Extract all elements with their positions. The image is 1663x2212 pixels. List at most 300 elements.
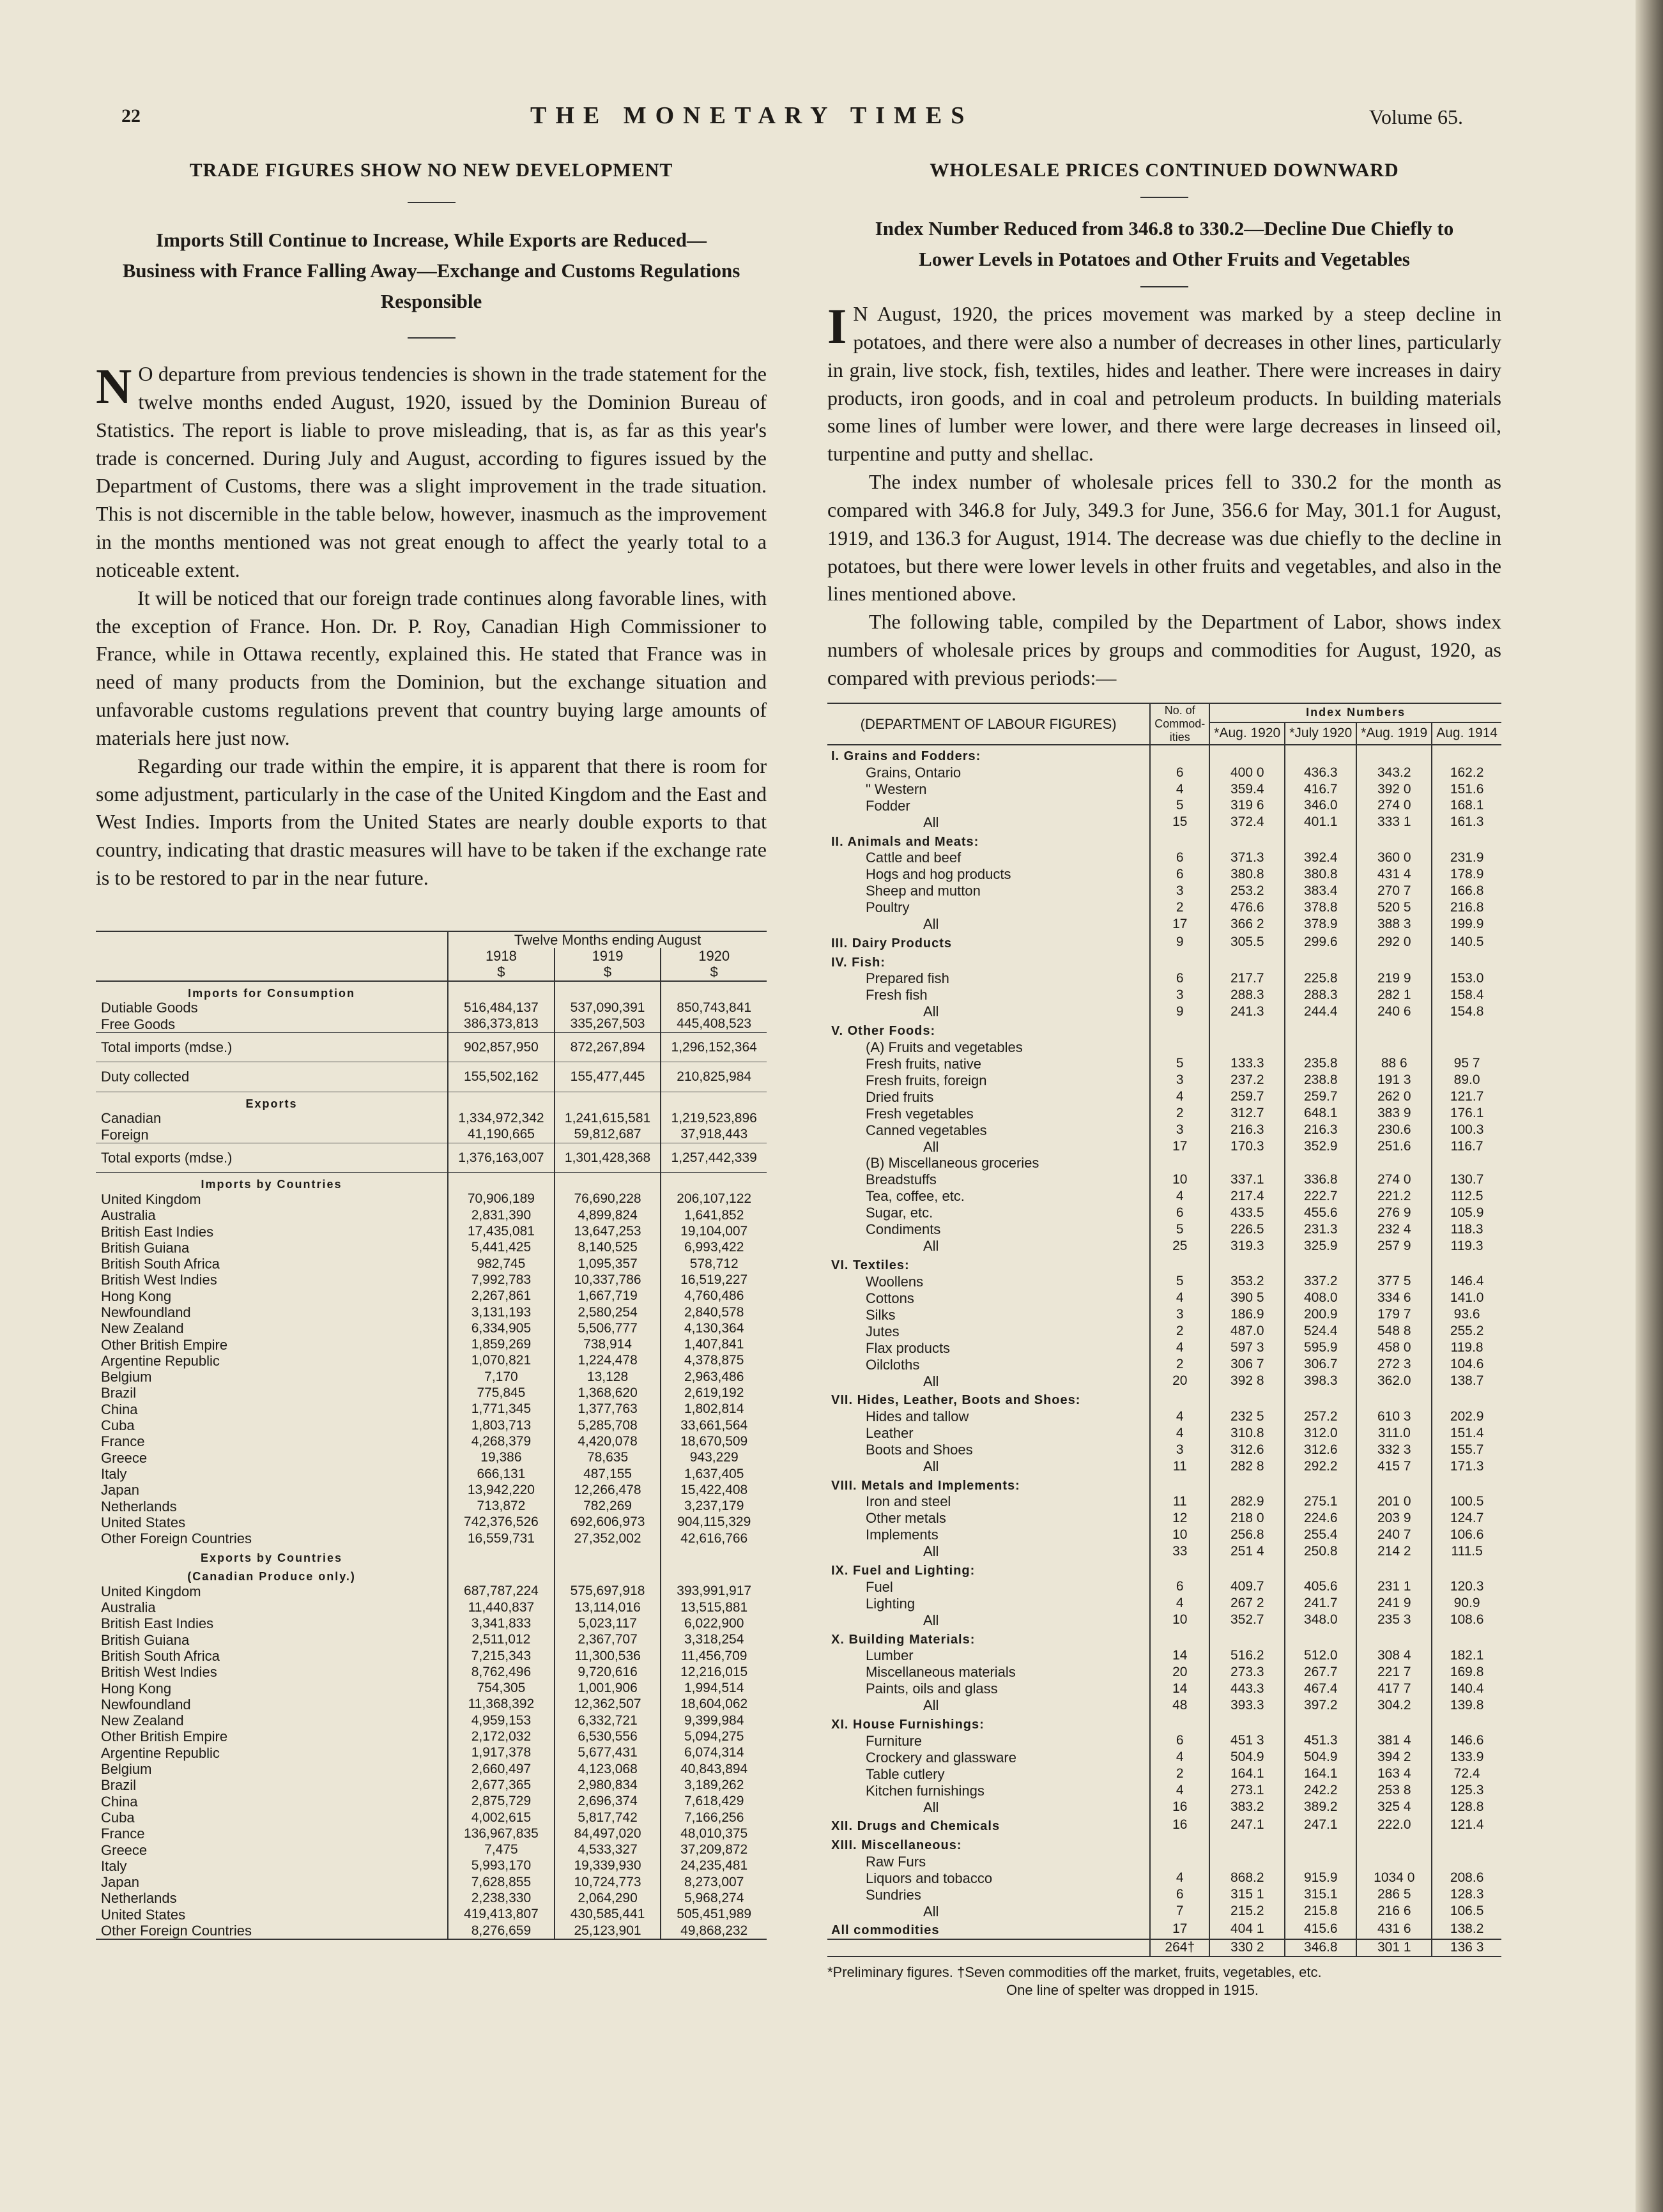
index-value (1209, 952, 1285, 971)
row-value: 7,170 (448, 1369, 555, 1385)
row-label (827, 1939, 1150, 1956)
index-value: 415.6 (1285, 1919, 1356, 1939)
index-value: 72.4 (1432, 1766, 1501, 1783)
commodity-count: 9 (1150, 1003, 1209, 1020)
index-value: 140.5 (1432, 933, 1501, 952)
year-header: 1918 (448, 948, 555, 964)
table-row (827, 1854, 1501, 1870)
drop-cap: I (827, 298, 847, 355)
index-value: 130.7 (1432, 1171, 1501, 1188)
table-row (827, 1579, 1501, 1596)
row-value: 1,771,345 (448, 1401, 555, 1417)
index-value: 171.3 (1432, 1458, 1501, 1475)
commodity-count: 4 (1150, 1425, 1209, 1442)
row-label: Japan (101, 1874, 139, 1891)
index-value: 169.8 (1432, 1664, 1501, 1681)
row-value: 1,070,821 (448, 1353, 555, 1369)
commodity-count: 4 (1150, 1750, 1209, 1766)
commodity-count: 2 (1150, 1766, 1209, 1783)
index-value: 520 5 (1356, 899, 1432, 916)
group-row (827, 1255, 1501, 1274)
row-value: 25,123,901 (555, 1923, 661, 1939)
index-value: 377 5 (1356, 1274, 1432, 1290)
paragraph: It will be noticed that our foreign trade continues along favorable lines, with the exception of France. Hon. Dr. P. Roy, Canadian High Commissioner to France, while in Ottawa recently, explained this. He stated that France was in need of many products from the Dominion, but the exchange situation and unfavorable customs regulations prevent that country buying large amounts of materials here just now. (96, 586, 767, 749)
row-label: United Kingdom (101, 1191, 201, 1207)
index-value: 292.2 (1285, 1458, 1356, 1475)
table-row (96, 1450, 767, 1466)
commodity-count: 17 (1150, 916, 1209, 933)
index-value (1285, 1039, 1356, 1056)
index-value: 299.6 (1285, 933, 1356, 952)
index-value: 334 6 (1356, 1290, 1432, 1307)
table-row (827, 1357, 1501, 1373)
index-value: 346.8 (1285, 1939, 1356, 1956)
row-label: Sugar, etc. (866, 1205, 933, 1221)
index-value (1209, 1039, 1285, 1056)
row-value: 575,697,918 (555, 1583, 661, 1599)
row-value: 19,339,930 (555, 1858, 661, 1874)
table-row (827, 1238, 1501, 1255)
index-value: 231 1 (1356, 1579, 1432, 1596)
row-value: 742,376,526 (448, 1514, 555, 1530)
row-label: All (923, 1697, 939, 1714)
index-value: 232 5 (1209, 1408, 1285, 1425)
index-value: 257 9 (1356, 1238, 1432, 1255)
commodity-count: 11 (1150, 1458, 1209, 1475)
section-row (96, 1173, 767, 1191)
row-value: 8,762,496 (448, 1664, 555, 1680)
table-row (96, 1599, 767, 1615)
index-value: 259.7 (1209, 1089, 1285, 1106)
index-value: 111.5 (1432, 1543, 1501, 1560)
index-value: 108.6 (1432, 1612, 1501, 1629)
row-value: 2,367,707 (555, 1632, 661, 1648)
index-value: 215.2 (1209, 1903, 1285, 1920)
table-row (827, 781, 1501, 798)
index-value: 305.5 (1209, 933, 1285, 952)
index-value: 397.2 (1285, 1697, 1356, 1714)
row-value: 666,131 (448, 1466, 555, 1482)
table-row (96, 1632, 767, 1648)
row-value: 136,967,835 (448, 1826, 555, 1842)
row-value: 2,875,729 (448, 1794, 555, 1810)
row-value: 9,720,616 (555, 1664, 661, 1680)
section-label: (Canadian Produce only.) (187, 1570, 356, 1583)
commodity-count: 6 (1150, 1733, 1209, 1750)
index-value: 393.3 (1209, 1697, 1285, 1714)
index-value: 380.8 (1285, 866, 1356, 883)
row-label: Newfoundland (101, 1304, 191, 1320)
index-value: 362.0 (1356, 1373, 1432, 1390)
index-value: 273.3 (1209, 1664, 1285, 1681)
row-value: 1,001,906 (555, 1681, 661, 1697)
column-header: *July 1920 (1285, 722, 1356, 745)
index-value: 214 2 (1356, 1543, 1432, 1560)
row-label: Liquors and tobacco (866, 1870, 993, 1886)
row-value: 3,318,254 (661, 1632, 767, 1648)
row-value: 2,172,032 (448, 1728, 555, 1744)
table-row (827, 1458, 1501, 1475)
index-value: 306.7 (1285, 1357, 1356, 1373)
row-value: 19,104,007 (661, 1224, 767, 1240)
commodity-count: 6 (1150, 1579, 1209, 1596)
row-label: United Kingdom (101, 1583, 201, 1599)
row-value: 782,269 (555, 1499, 661, 1514)
currency-row (96, 964, 767, 980)
row-label: United States (101, 1514, 186, 1530)
commodity-count: 15 (1150, 814, 1209, 831)
row-label: Greece (101, 1842, 148, 1858)
index-value (1432, 1039, 1501, 1056)
index-value: 288.3 (1209, 987, 1285, 1003)
row-value: 155,477,445 (555, 1062, 661, 1092)
row-value: 419,413,807 (448, 1907, 555, 1923)
row-label: Cattle and beef (866, 850, 962, 866)
index-value: 154.8 (1432, 1003, 1501, 1020)
footnote (827, 1964, 1501, 2000)
index-value: 458 0 (1356, 1340, 1432, 1357)
group-row (827, 1714, 1501, 1733)
index-value: 394 2 (1356, 1750, 1432, 1766)
row-value: 3,189,262 (661, 1777, 767, 1793)
index-value: 325 4 (1356, 1799, 1432, 1816)
row-value: 2,677,365 (448, 1777, 555, 1793)
row-value: 4,268,379 (448, 1433, 555, 1449)
commodity-count (1150, 1475, 1209, 1494)
table-row (827, 1323, 1501, 1340)
index-value: 436.3 (1285, 765, 1356, 781)
index-value: 648.1 (1285, 1106, 1356, 1122)
index-value (1285, 1629, 1356, 1648)
row-label: British West Indies (101, 1664, 217, 1681)
row-label: China (101, 1401, 138, 1417)
row-label: British Guiana (101, 1239, 190, 1256)
currency: $ (661, 964, 767, 980)
row-label: Other Foreign Countries (96, 1923, 448, 1939)
row-label: Fuel (866, 1578, 893, 1595)
index-value (1432, 831, 1501, 850)
table-row (96, 1320, 767, 1336)
row-value: 6,332,721 (555, 1712, 661, 1728)
row-value: 13,128 (555, 1369, 661, 1385)
row-value: 210,825,984 (661, 1062, 767, 1092)
commodity-count: 20 (1150, 1664, 1209, 1681)
page-header (121, 102, 1463, 144)
group-row (827, 1919, 1501, 1939)
index-value (1432, 1714, 1501, 1733)
index-value: 310.8 (1209, 1425, 1285, 1442)
table-row (827, 1903, 1501, 1920)
commodity-count: 2 (1150, 1357, 1209, 1373)
index-value: 467.4 (1285, 1681, 1356, 1697)
index-value: 141.0 (1432, 1290, 1501, 1307)
commodity-count: 4 (1150, 1188, 1209, 1205)
table-row (96, 1304, 767, 1320)
index-value: 251 4 (1209, 1543, 1285, 1560)
row-label: Greece (101, 1449, 148, 1466)
index-value: 433.5 (1209, 1205, 1285, 1221)
index-value: 138.2 (1432, 1919, 1501, 1939)
row-value: 7,618,429 (661, 1794, 767, 1810)
divider (1140, 197, 1188, 198)
row-label: All (923, 1373, 939, 1389)
row-label: All (923, 1003, 939, 1020)
index-value: 352.9 (1285, 1139, 1356, 1156)
index-value: 308 4 (1356, 1647, 1432, 1664)
index-value: 451.3 (1285, 1733, 1356, 1750)
index-value: 282 1 (1356, 987, 1432, 1003)
row-value: 6,074,314 (661, 1745, 767, 1761)
commodity-count: 14 (1150, 1681, 1209, 1697)
row-value: 18,604,062 (661, 1697, 767, 1712)
table-row (96, 1000, 767, 1016)
row-value: 1,802,814 (661, 1401, 767, 1417)
year-header: 1919 (555, 948, 661, 964)
index-value: 398.3 (1285, 1373, 1356, 1390)
article-title: TRADE FIGURES SHOW NO NEW DEVELOPMENT (189, 160, 673, 181)
index-value: 138.7 (1432, 1373, 1501, 1390)
table-row (96, 1240, 767, 1256)
index-value: 226.5 (1209, 1221, 1285, 1238)
row-label: All (923, 1903, 939, 1919)
row-label: Dried fruits (866, 1088, 934, 1105)
index-value: 225.8 (1285, 970, 1356, 987)
row-label: All (923, 814, 939, 830)
table-caption-row (96, 931, 767, 948)
row-value: 2,980,834 (555, 1777, 661, 1793)
index-value: 288.3 (1285, 987, 1356, 1003)
row-label: Woollens (866, 1273, 924, 1290)
group-row (827, 831, 1501, 850)
table-row (827, 1543, 1501, 1560)
row-label: Sheep and mutton (866, 883, 981, 899)
index-value: 168.1 (1432, 798, 1501, 814)
row-value: 445,408,523 (661, 1016, 767, 1033)
group-row (827, 933, 1501, 952)
row-value: 13,114,016 (555, 1599, 661, 1615)
row-label: Crockery and glassware (866, 1749, 1016, 1766)
row-label: (A) Fruits and vegetables (866, 1039, 1023, 1055)
group-row (827, 1560, 1501, 1579)
table-row (827, 899, 1501, 916)
row-value: 578,712 (661, 1256, 767, 1272)
column-header: Aug. 1914 (1432, 722, 1501, 745)
commodity-count: 17 (1150, 1919, 1209, 1939)
row-value: 754,305 (448, 1681, 555, 1697)
index-value: 208.6 (1432, 1870, 1501, 1887)
divider (408, 202, 456, 203)
commodity-count: 16 (1150, 1799, 1209, 1816)
index-value (1285, 745, 1356, 765)
index-value (1432, 952, 1501, 971)
index-value: 136 3 (1432, 1939, 1501, 1956)
table-row (827, 1408, 1501, 1425)
row-value: 1,667,719 (555, 1288, 661, 1304)
index-value: 597 3 (1209, 1340, 1285, 1357)
row-value: 49,868,232 (661, 1923, 767, 1939)
commodity-count: 10 (1150, 1527, 1209, 1543)
index-value (1356, 1834, 1432, 1854)
table-row (827, 883, 1501, 899)
row-value: 4,130,364 (661, 1320, 767, 1336)
table-row (96, 1583, 767, 1599)
row-label: III. Dairy Products (831, 936, 953, 951)
table-row (96, 1794, 767, 1810)
index-value (1432, 1155, 1501, 1171)
row-label: British South Africa (101, 1256, 220, 1272)
index-value (1356, 1389, 1432, 1408)
index-value: 186.9 (1209, 1307, 1285, 1323)
row-value: 1,407,841 (661, 1337, 767, 1353)
index-value: 524.4 (1285, 1323, 1356, 1340)
index-value (1432, 1854, 1501, 1870)
row-value: 1,219,523,896 (661, 1110, 767, 1126)
index-value: 416.7 (1285, 781, 1356, 798)
row-value: 17,435,081 (448, 1224, 555, 1240)
row-label: All (923, 1138, 939, 1155)
row-label: Argentine Republic (101, 1744, 220, 1761)
index-value: 306 7 (1209, 1357, 1285, 1373)
commodity-count: 4 (1150, 1089, 1209, 1106)
table-row (827, 1155, 1501, 1171)
row-value: 5,968,274 (661, 1890, 767, 1906)
row-label: Hogs and hog products (866, 866, 1011, 883)
row-label: (B) Miscellaneous groceries (866, 1155, 1039, 1171)
commodity-count: 11 (1150, 1493, 1209, 1510)
index-value (1356, 1854, 1432, 1870)
index-value (1209, 1389, 1285, 1408)
table-row (827, 1188, 1501, 1205)
row-value: 2,511,012 (448, 1632, 555, 1648)
row-value: 537,090,391 (555, 1000, 661, 1016)
row-value: 13,515,881 (661, 1599, 767, 1615)
row-value: 12,266,478 (555, 1482, 661, 1498)
row-label: Jutes (866, 1323, 900, 1339)
row-label: Oilcloths (866, 1356, 920, 1373)
index-value: 312.0 (1285, 1425, 1356, 1442)
index-value: 366 2 (1209, 916, 1285, 933)
index-value (1432, 1255, 1501, 1274)
commodity-count: 6 (1150, 850, 1209, 866)
index-value: 405.6 (1285, 1579, 1356, 1596)
currency: $ (555, 964, 661, 980)
index-value: 325.9 (1285, 1238, 1356, 1255)
row-value: 3,131,193 (448, 1304, 555, 1320)
article-body (96, 360, 767, 892)
row-value: 872,267,894 (555, 1033, 661, 1062)
row-value: 902,857,950 (448, 1033, 555, 1062)
table-row (827, 1766, 1501, 1783)
index-value: 282 8 (1209, 1458, 1285, 1475)
index-value (1285, 831, 1356, 850)
commodity-count: 4 (1150, 1596, 1209, 1612)
table-row (96, 1110, 767, 1126)
divider (408, 337, 456, 339)
index-value: 224.6 (1285, 1510, 1356, 1527)
table-row (96, 1353, 767, 1369)
index-value (1356, 952, 1432, 971)
index-value: 100.5 (1432, 1493, 1501, 1510)
commodity-count (1150, 1714, 1209, 1733)
index-value: 235 3 (1356, 1612, 1432, 1629)
commodity-count: 2 (1150, 899, 1209, 916)
row-label: V. Other Foods: (831, 1024, 936, 1039)
index-value: 304.2 (1356, 1697, 1432, 1714)
index-value: 259.7 (1285, 1089, 1356, 1106)
index-value: 257.2 (1285, 1408, 1356, 1425)
row-label: All (923, 1612, 939, 1628)
index-value: 242.2 (1285, 1783, 1356, 1799)
row-label: All (923, 916, 939, 933)
index-value: 120.3 (1432, 1579, 1501, 1596)
row-label: British East Indies (101, 1223, 214, 1240)
commodity-count: 7 (1150, 1903, 1209, 1920)
commodity-count (1150, 1389, 1209, 1408)
index-value: 119.8 (1432, 1340, 1501, 1357)
commodity-count: 25 (1150, 1238, 1209, 1255)
index-value (1432, 745, 1501, 765)
row-label: Flax products (866, 1339, 951, 1356)
table-row (96, 1466, 767, 1482)
index-value: 247.1 (1209, 1815, 1285, 1834)
table-row (827, 1783, 1501, 1799)
index-value: 443.3 (1209, 1681, 1285, 1697)
row-value: 84,497,020 (555, 1826, 661, 1842)
index-value: 133.9 (1432, 1750, 1501, 1766)
index-value (1209, 745, 1285, 765)
table-row (827, 1056, 1501, 1072)
index-value: 381 4 (1356, 1733, 1432, 1750)
row-value: 4,378,875 (661, 1353, 767, 1369)
index-value: 319 6 (1209, 798, 1285, 814)
table-row (827, 1274, 1501, 1290)
index-value: 274 0 (1356, 1171, 1432, 1188)
commodity-count: 16 (1150, 1815, 1209, 1834)
row-value: 155,502,162 (448, 1062, 555, 1092)
index-value (1285, 1560, 1356, 1579)
index-value: 146.6 (1432, 1733, 1501, 1750)
row-label: Netherlands (101, 1890, 177, 1907)
section-row (96, 1092, 767, 1110)
left-column (96, 160, 767, 1940)
row-value: 1,994,514 (661, 1681, 767, 1697)
row-value: 5,094,275 (661, 1728, 767, 1744)
table-row (827, 987, 1501, 1003)
index-value: 276 9 (1356, 1205, 1432, 1221)
row-label: Boots and Shoes (866, 1441, 973, 1458)
commodity-count: 3 (1150, 883, 1209, 899)
table-row (827, 1039, 1501, 1056)
row-value: 37,918,443 (661, 1127, 767, 1143)
index-value: 380.8 (1209, 866, 1285, 883)
index-value: 267.7 (1285, 1664, 1356, 1681)
row-value: 1,859,269 (448, 1337, 555, 1353)
row-label: IX. Fuel and Lighting: (831, 1564, 976, 1578)
row-value: 1,803,713 (448, 1417, 555, 1433)
divider (1140, 286, 1188, 287)
row-value: 1,257,442,339 (661, 1143, 767, 1172)
row-label: British Guiana (101, 1631, 190, 1648)
count-header: No. of Commod- ities (1150, 703, 1209, 745)
row-label: Cuba (101, 1809, 135, 1826)
row-label: China (101, 1793, 138, 1810)
row-label: France (101, 1433, 145, 1450)
commodity-count: 48 (1150, 1697, 1209, 1714)
index-value: 319.3 (1209, 1238, 1285, 1255)
right-column (827, 160, 1501, 2000)
commodity-count: 5 (1150, 1274, 1209, 1290)
table-row (827, 1290, 1501, 1307)
